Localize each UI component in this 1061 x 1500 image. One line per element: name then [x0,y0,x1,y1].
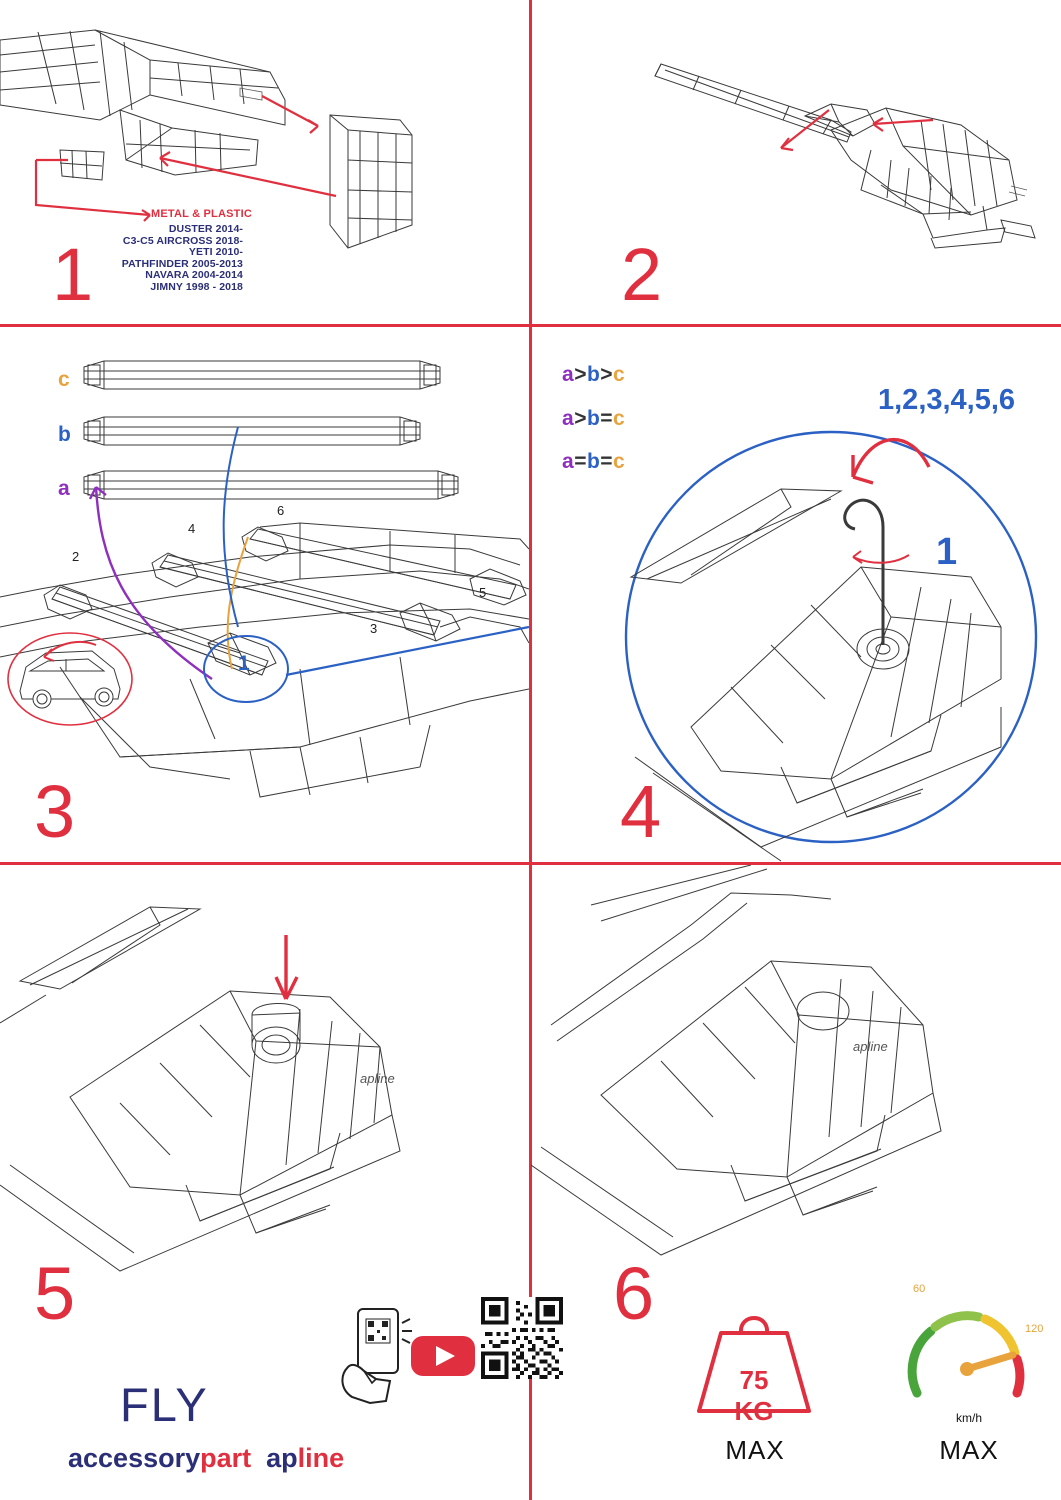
speed-max-label: MAX [939,1435,999,1465]
panel-step-4 [531,327,1061,862]
callout-6: 6 [277,503,285,518]
panel-step-2 [531,0,1061,324]
vehicle-item: DUSTER 2014- [168,223,243,235]
gauge-max-label: 120 [1025,1323,1044,1335]
brand-taglines [68,1443,344,1474]
car-direction-icon [8,633,132,725]
step-3-illustration [0,327,529,862]
brand-mark-apline-6: apline [853,1039,888,1054]
bar-label-a: a [58,477,70,500]
step-number-1: 1 [52,233,93,316]
step-number-4: 4 [620,770,661,853]
step1-material-note: METAL & PLASTIC [151,208,252,220]
sequence-arrow [853,440,929,477]
arrow-to-step4 [286,627,529,675]
brand-accessory: accessory [68,1443,201,1473]
step-number-5: 5 [34,1252,75,1335]
gauge-min-label: 60 [913,1283,926,1295]
step-2-illustration [531,0,1061,324]
relation-3: a=b=c [562,450,626,473]
vehicle-item: NAVARA 2004-2014 [145,269,243,281]
youtube-icon[interactable] [410,1331,476,1379]
step-6-illustration [531,865,1061,1265]
brand-mark-apline: apline [360,1071,395,1086]
brand-fly: FLY [120,1378,209,1431]
zoom-circle [626,432,1036,842]
brand-part: part [200,1443,252,1473]
step-number-6: 6 [613,1252,654,1335]
tighten-sequence-label: 1,2,3,4,5,6 [878,384,1016,416]
bar-label-b: b [58,423,71,446]
bar-label-c: c [58,368,70,391]
step-5-illustration [0,865,529,1335]
step4-circle-number: 1 [936,531,958,573]
guide-curve-b [224,427,238,627]
panel-step-6 [531,865,1061,1500]
callout-5: 5 [479,585,487,600]
phone-scan-icon [330,1305,416,1409]
step-number-2: 2 [621,233,662,316]
speed-unit-label: km/h [955,1411,982,1425]
callout-3: 3 [370,621,378,636]
speed-limit-gauge [901,1297,1037,1423]
callout-1-circle: 1 [238,652,250,675]
vehicle-item: JIMNY 1998 - 2018 [150,280,243,293]
panel-step-5 [0,865,529,1500]
vehicle-item: YETI 2010- [188,246,243,258]
brand-ap: ap [266,1443,298,1473]
panel-step-1 [0,0,529,324]
vehicle-item: C3-C5 AIRCROSS 2018- [122,234,243,247]
weight-value: 75 KG [734,1365,774,1426]
panel-step-3 [0,327,529,862]
brand-line: line [297,1443,345,1473]
step-number-3: 3 [34,770,75,853]
step1-vehicle-list [95,224,243,293]
weight-max-label: MAX [725,1435,785,1465]
relation-1: a>b>c [562,363,626,386]
callout-2: 2 [72,549,80,564]
relation-2: a>b=c [562,407,626,430]
callout-4: 4 [188,521,196,536]
vehicle-item: PATHFINDER 2005-2013 [121,257,243,270]
